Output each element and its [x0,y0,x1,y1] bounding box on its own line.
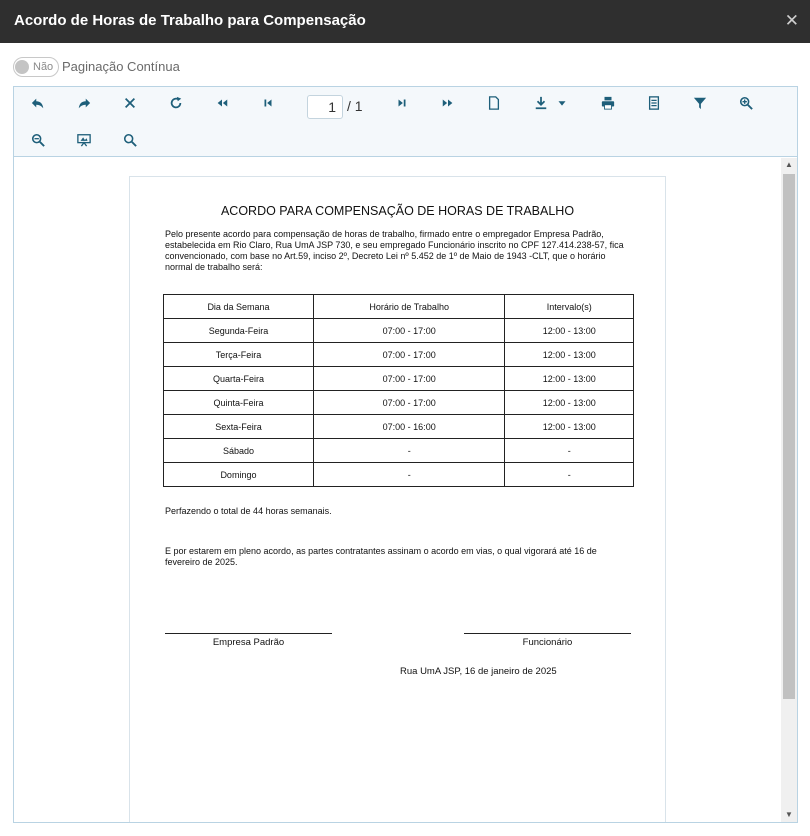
work-hours-cell: 07:00 - 17:00 [313,367,505,391]
toggle-caption: Paginação Contínua [62,59,180,74]
weekday-cell: Sexta-Feira [164,415,314,439]
break-cell: 12:00 - 13:00 [505,391,634,415]
column-header: Horário de Trabalho [313,295,505,319]
report-page [129,176,666,822]
employer-signature-line [165,633,332,634]
filter-icon[interactable] [689,92,711,114]
break-cell: 12:00 - 13:00 [505,343,634,367]
scroll-down-icon[interactable]: ▼ [785,810,793,819]
place-date: Rua UmA JSP, 16 de janeiro de 2025 [400,666,557,677]
table-header-row [164,295,634,319]
print-icon[interactable] [597,92,619,114]
download-menu-icon[interactable] [551,92,573,114]
work-hours-cell: - [313,463,505,487]
close-report-icon[interactable] [119,92,141,114]
page-number-input[interactable]: 1 [307,95,343,119]
report-canvas[interactable] [14,158,797,822]
table-row [164,319,634,343]
table-row [164,367,634,391]
schedule-table [163,294,634,487]
table-row [164,439,634,463]
break-cell: - [505,439,634,463]
close-icon[interactable]: ✕ [784,11,799,30]
weekly-total-text: Perfazendo o total de 44 horas semanais. [165,506,332,516]
weekday-cell: Terça-Feira [164,343,314,367]
dialog-titlebar [0,0,810,43]
weekday-cell: Domingo [164,463,314,487]
report-viewer [13,86,798,823]
print-preview-icon[interactable] [643,92,665,114]
undo-icon[interactable] [27,92,49,114]
table-row [164,463,634,487]
zoom-out-icon[interactable] [27,129,49,151]
table-row [164,343,634,367]
present-icon[interactable] [73,129,95,151]
break-cell: 12:00 - 13:00 [505,367,634,391]
weekday-cell: Quarta-Feira [164,367,314,391]
employee-signature-label: Funcionário [522,637,573,648]
weekday-cell: Segunda-Feira [164,319,314,343]
toggle-state-label: Não [33,61,54,73]
next-page-icon[interactable] [391,92,413,114]
employee-signature-line [464,633,631,634]
first-page-icon[interactable] [211,92,233,114]
work-hours-cell: 07:00 - 16:00 [313,415,505,439]
closing-text: E por estarem em pleno acordo, as partes contratantes assinam o acordo em vias, o qual vigorará até 16 de fevereiro de 2025. [165,546,597,567]
scrollbar-thumb[interactable] [783,174,795,699]
break-cell: 12:00 - 13:00 [505,415,634,439]
zoom-in-icon[interactable] [735,92,757,114]
weekday-cell: Quinta-Feira [164,391,314,415]
search-icon[interactable] [119,129,141,151]
download-icon[interactable] [530,92,552,114]
document-intro: Pelo presente acordo para compensação de horas de trabalho, firmado entre o empregador Empresa Padrão, estabelecida em Rio Claro, Rua UmA JSP 730, e seu empregado Funcionário inscrito no CPF 127.414.238-57, fica convencionado, com base no Art.59, inciso 2º, Decreto Lei nº 5.452 de 1º de Maio de 1943 -CLT, que o horário normal de trabalho será: [165,229,624,272]
scroll-up-icon[interactable]: ▲ [785,160,793,169]
work-hours-cell: 07:00 - 17:00 [313,391,505,415]
document-title: ACORDO PARA COMPENSAÇÃO DE HORAS DE TRABALHO [220,204,575,218]
vertical-scrollbar[interactable] [781,158,797,822]
redo-icon[interactable] [73,92,95,114]
page-total: / 1 [347,98,363,114]
viewer-toolbar [14,87,797,157]
last-page-icon[interactable] [437,92,459,114]
work-hours-cell: 07:00 - 17:00 [313,343,505,367]
weekday-cell: Sábado [164,439,314,463]
new-document-icon[interactable] [483,92,505,114]
column-header: Dia da Semana [164,295,314,319]
column-header: Intervalo(s) [505,295,634,319]
toggle-knob [15,60,29,74]
break-cell: 12:00 - 13:00 [505,319,634,343]
employer-signature-label: Empresa Padrão [212,637,285,648]
dialog-title: Acordo de Horas de Trabalho para Compensação [14,12,366,29]
previous-page-icon[interactable] [257,92,279,114]
work-hours-cell: 07:00 - 17:00 [313,319,505,343]
table-row [164,415,634,439]
table-row [164,391,634,415]
refresh-icon[interactable] [165,92,187,114]
break-cell: - [505,463,634,487]
work-hours-cell: - [313,439,505,463]
continuous-pagination-toggle[interactable] [13,57,59,77]
